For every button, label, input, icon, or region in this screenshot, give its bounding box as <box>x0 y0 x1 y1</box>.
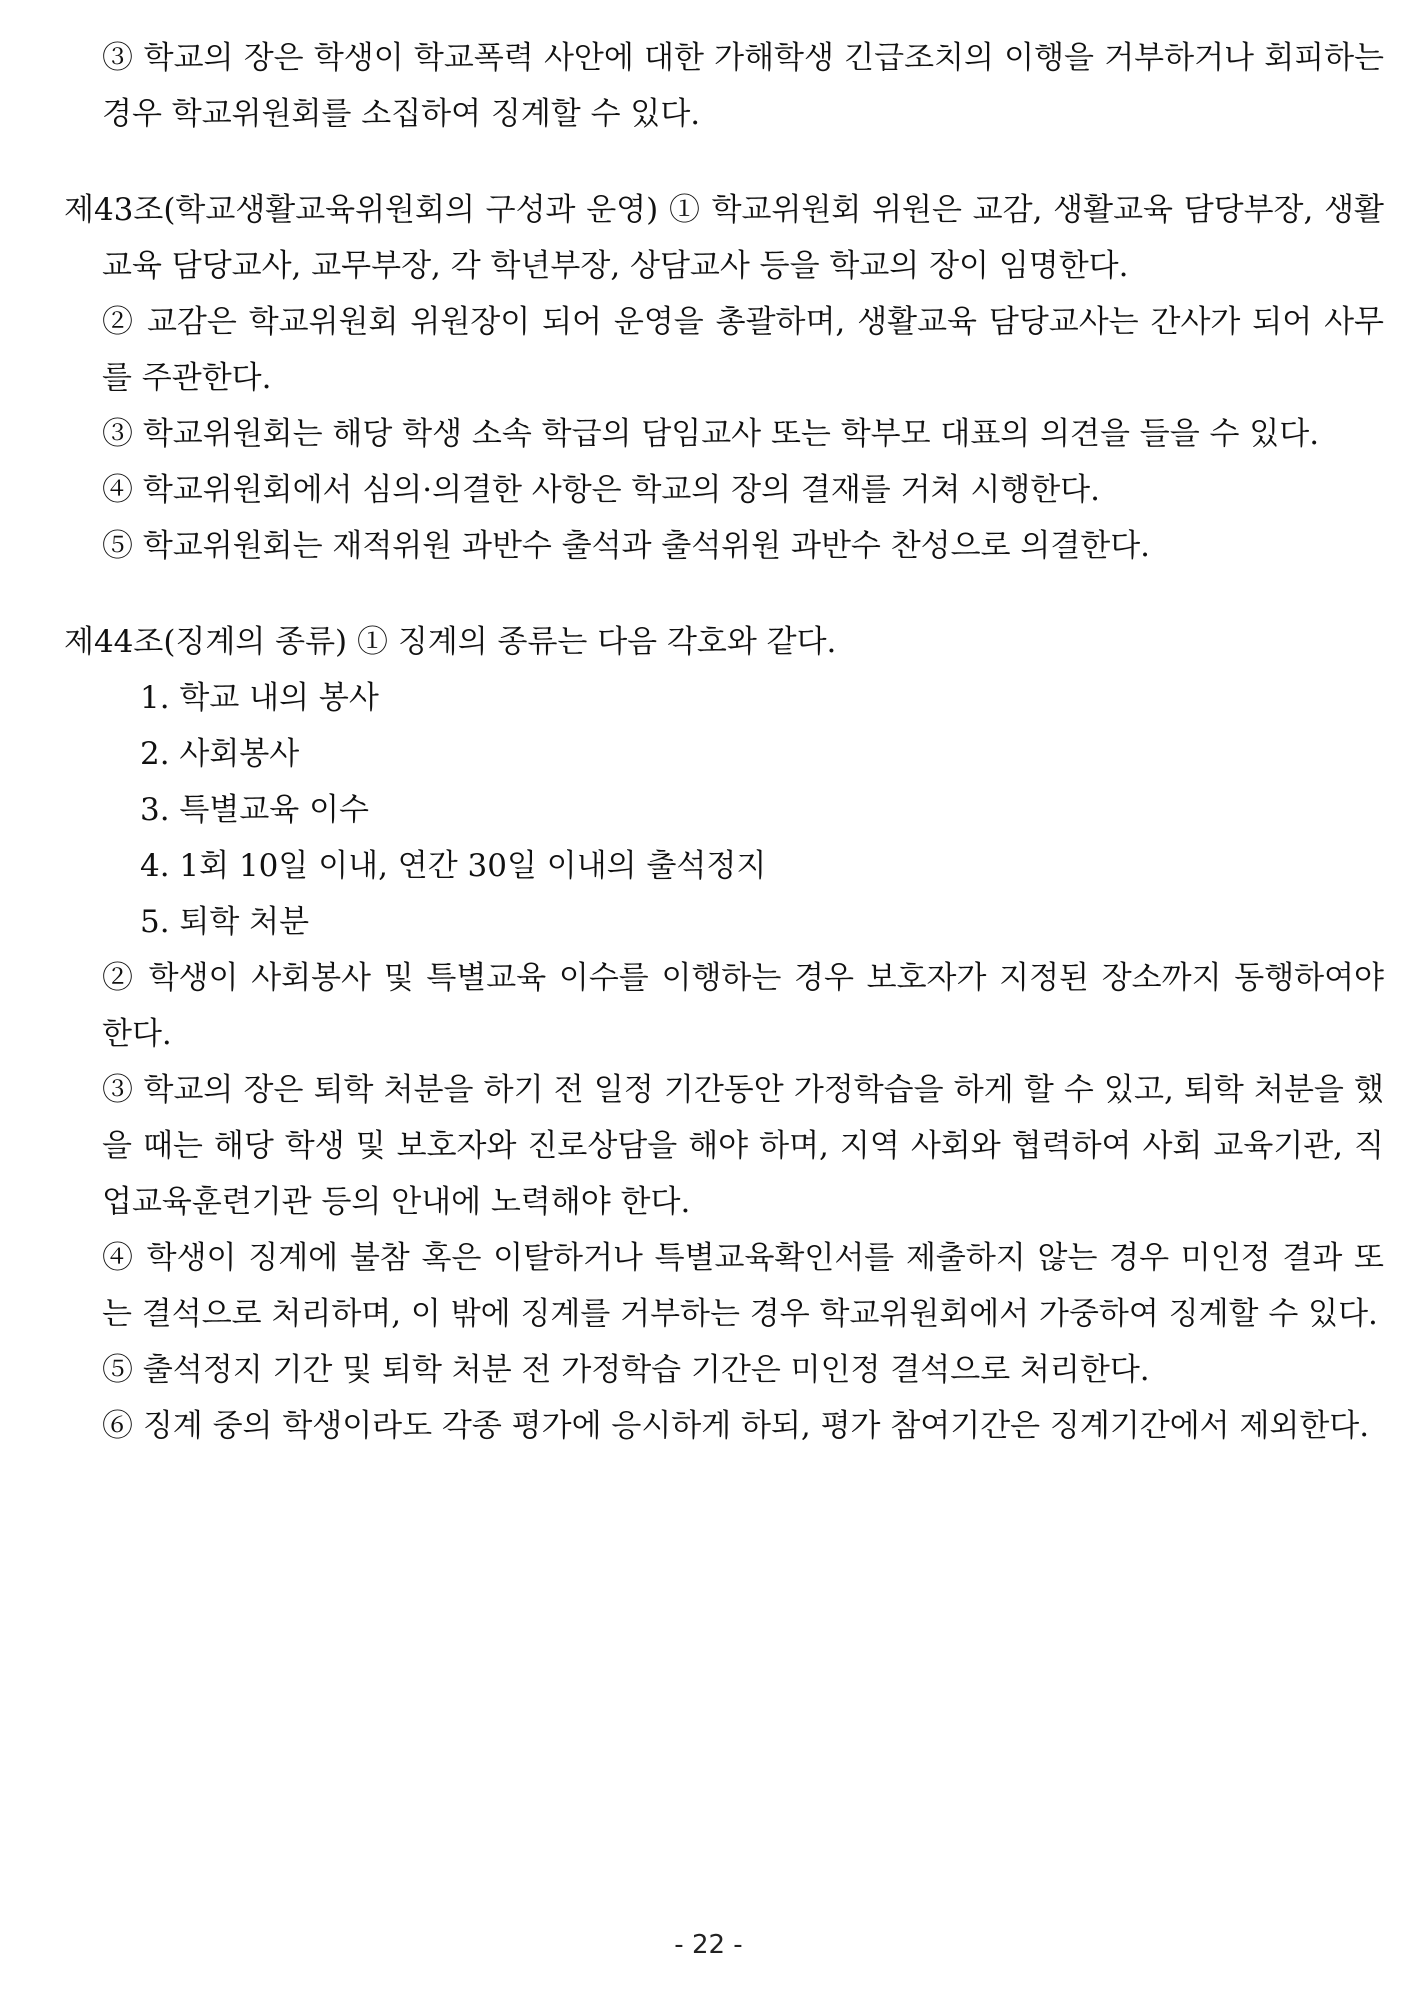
clause-paragraph: ③ 학교의 장은 학생이 학교폭력 사안에 대한 가해학생 긴급조치의 이행을 거부하거나 회피하는 경우 학교위원회를 소집하여 징계할 수 있다. <box>102 40 1384 132</box>
list-item: 1. 학교 내의 봉사 <box>140 680 379 716</box>
list-item: 2. 사회봉사 <box>140 736 300 772</box>
page-number: - 22 - <box>674 1930 743 1960</box>
clause-paragraph: ④ 학생이 징계에 불참 혹은 이탈하거나 특별교육확인서를 제출하지 않는 경우 미인정 결과 또는 결석으로 처리하며, 이 밖에 징계를 거부하는 경우 학교위원회에서 가중하여 징계할 수 있다. <box>102 1240 1384 1332</box>
clause-paragraph: ② 교감은 학교위원회 위원장이 되어 운영을 총괄하며, 생활교육 담당교사는 간사가 되어 사무를 주관한다. <box>102 304 1384 396</box>
document-page <box>64 30 1384 1454</box>
clause-paragraph: ⑤ 출석정지 기간 및 퇴학 처분 전 가정학습 기간은 미인정 결석으로 처리한다. <box>102 1352 1150 1388</box>
clause-paragraph: ③ 학교의 장은 퇴학 처분을 하기 전 일정 기간동안 가정학습을 하게 할 수 있고, 퇴학 처분을 했을 때는 해당 학생 및 보호자와 진로상담을 해야 하며, 지역 사회와 협력하여 사회 교육기관, 직업교육훈련기관 등의 안내에 노력해야 한다. <box>102 1072 1384 1220</box>
article-44 <box>64 614 1384 1454</box>
clause-paragraph: ⑤ 학교위원회는 재적위원 과반수 출석과 출석위원 과반수 찬성으로 의결한다. <box>102 528 1151 564</box>
clause-paragraph: ③ 학교위원회는 해당 학생 소속 학급의 담임교사 또는 학부모 대표의 의견을 들을 수 있다. <box>102 416 1320 452</box>
section-gap <box>64 142 1384 182</box>
clause-paragraph: ⑥ 징계 중의 학생이라도 각종 평가에 응시하게 하되, 평가 참여기간은 징계기간에서 제외한다. <box>102 1408 1370 1444</box>
article-42-clause-3 <box>64 30 1384 142</box>
list-item: 4. 1회 10일 이내, 연간 30일 이내의 출석정지 <box>140 848 767 884</box>
section-gap <box>64 574 1384 614</box>
article-heading-44: 제44조(징계의 종류) ① 징계의 종류는 다음 각호와 같다. <box>64 624 837 660</box>
list-item: 5. 퇴학 처분 <box>140 904 310 940</box>
article-43 <box>64 182 1384 574</box>
article-heading-43: 제43조(학교생활교육위원회의 구성과 운영) ① 학교위원회 위원은 교감, 생활교육 담당부장, 생활교육 담당교사, 교무부장, 각 학년부장, 상담교사 등을 학교의 장이 임명한다. <box>64 192 1384 284</box>
clause-paragraph: ② 학생이 사회봉사 및 특별교육 이수를 이행하는 경우 보호자가 지정된 장소까지 동행하여야 한다. <box>102 960 1384 1052</box>
list-item: 3. 특별교육 이수 <box>140 792 369 828</box>
clause-paragraph: ④ 학교위원회에서 심의·의결한 사항은 학교의 장의 결재를 거쳐 시행한다. <box>102 472 1100 508</box>
